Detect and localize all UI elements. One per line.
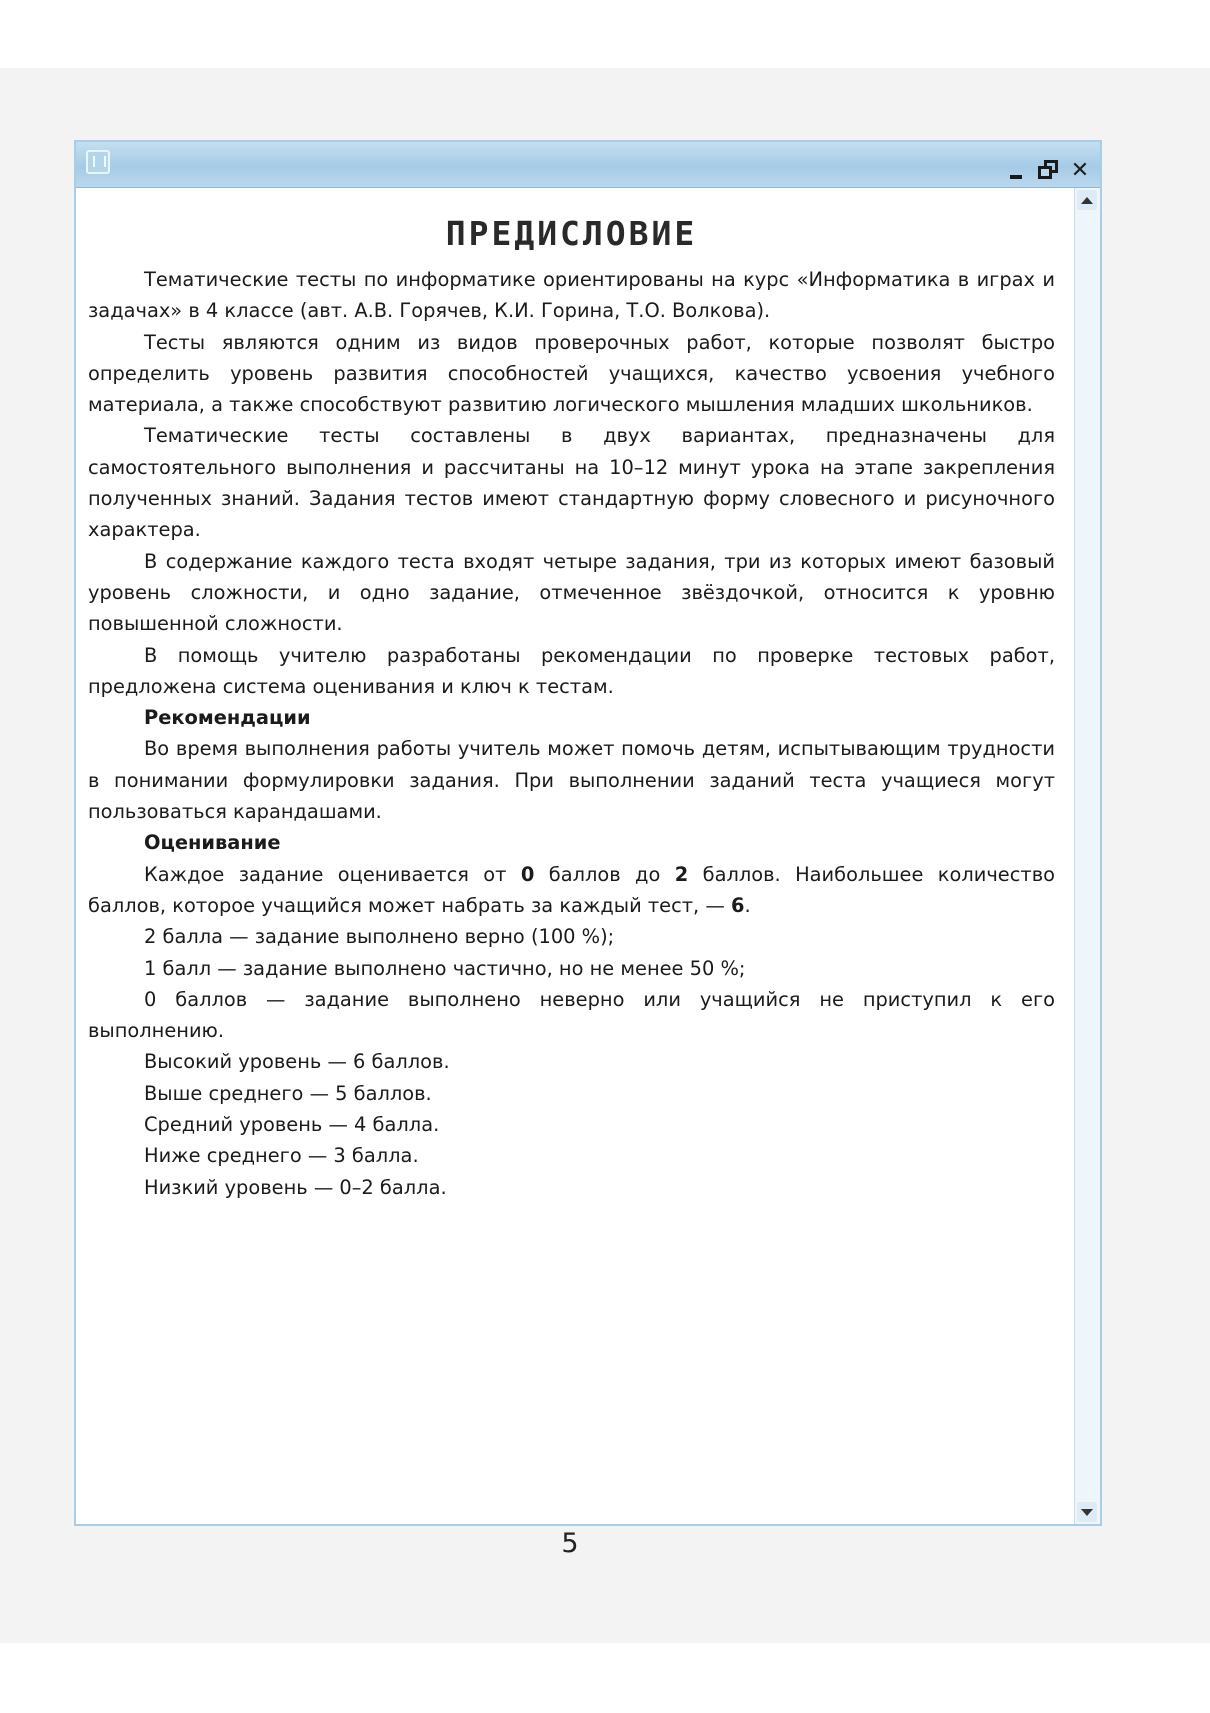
document-window xyxy=(74,140,1102,1526)
level-item: Средний уровень — 4 балла. xyxy=(144,1113,440,1137)
grading-intro-part: баллов. Наибольшее количество баллов, которое учащийся может набрать за каждый тест, — xyxy=(88,862,1055,917)
paragraph: Тематические тесты по информатике ориентированы на курс «Информатика в играх и задачах» в 4 классе (авт. А.В. Горячев, К.И. Горина, Т.О. Волкова). xyxy=(88,268,1055,323)
level-item: Выше среднего — 5 баллов. xyxy=(144,1081,432,1105)
level-item: Низкий уровень — 0–2 балла. xyxy=(144,1175,447,1199)
paragraph: В помощь учителю разработаны рекомендации по проверке тестовых работ, предложена система оценивания и ключ к тестам. xyxy=(88,643,1055,698)
app-icon xyxy=(86,150,110,174)
page-title: ПРЕДИСЛОВИЕ xyxy=(445,214,698,253)
grading-intro-part: . xyxy=(744,893,751,917)
paragraph: В содержание каждого теста входят четыре задания, три из которых имеют базовый уровень сложности, и одно задание, отмеченное звёздочкой, относится к уровню повышенной сложности. xyxy=(88,549,1055,636)
max-score: 2 xyxy=(674,862,689,886)
page-number: 5 xyxy=(561,1528,579,1559)
grading-intro-part: баллов до xyxy=(534,862,675,886)
scroll-up-button[interactable] xyxy=(1077,190,1097,210)
window-controls xyxy=(1002,156,1094,184)
paragraph: Тесты являются одним из видов проверочных работ, которые позволят быстро определить уровень развития способностей учащихся, качество усвоения учебного материала, а также способствуют развитию логического мышления младших школьников. xyxy=(88,330,1055,417)
paragraph: Тематические тесты составлены в двух вариантах, предназначены для самостоятельного выполнения и рассчитаны на 10–12 минут урока на этапе закрепления полученных знаний. Задания тестов имеют стандартную форму словесного и рисуночного характера. xyxy=(88,424,1055,542)
close-button[interactable] xyxy=(1066,156,1094,184)
recommendations-heading: Рекомендации xyxy=(144,706,311,730)
min-score: 0 xyxy=(520,862,535,886)
level-item: Ниже среднего — 3 балла. xyxy=(144,1144,419,1168)
grading-heading: Оценивание xyxy=(144,831,281,855)
close-icon: ✕ xyxy=(1070,157,1090,183)
scroll-down-button[interactable] xyxy=(1077,1502,1097,1522)
grading-intro xyxy=(88,859,1055,922)
grading-intro-part: Каждое задание оценивается от xyxy=(144,862,521,886)
minimize-button[interactable] xyxy=(1002,156,1030,184)
level-item: Высокий уровень — 6 баллов. xyxy=(144,1050,450,1074)
recommendations-text: Во время выполнения работы учитель может помочь детям, испытывающим трудности в понимании формулировки задания. При выполнении заданий теста учащиеся могут пользоваться карандашами. xyxy=(88,737,1055,824)
restore-icon xyxy=(1038,160,1058,180)
criteria-item: 0 баллов — задание выполнено неверно или учащийся не приступил к его выполнению. xyxy=(88,987,1055,1043)
restore-button[interactable] xyxy=(1034,156,1062,184)
arrow-up-icon xyxy=(1081,197,1093,204)
arrow-down-icon xyxy=(1081,1509,1093,1516)
minimize-icon xyxy=(1010,175,1022,179)
total-score: 6 xyxy=(730,893,745,917)
vertical-scrollbar[interactable] xyxy=(1074,188,1100,1524)
criteria-item: 1 балл — задание выполнено частично, но не менее 50 %; xyxy=(144,956,746,980)
document-content xyxy=(88,212,1055,1203)
criteria-item: 2 балла — задание выполнено верно (100 %); xyxy=(144,925,615,949)
title-bar[interactable] xyxy=(76,142,1100,188)
